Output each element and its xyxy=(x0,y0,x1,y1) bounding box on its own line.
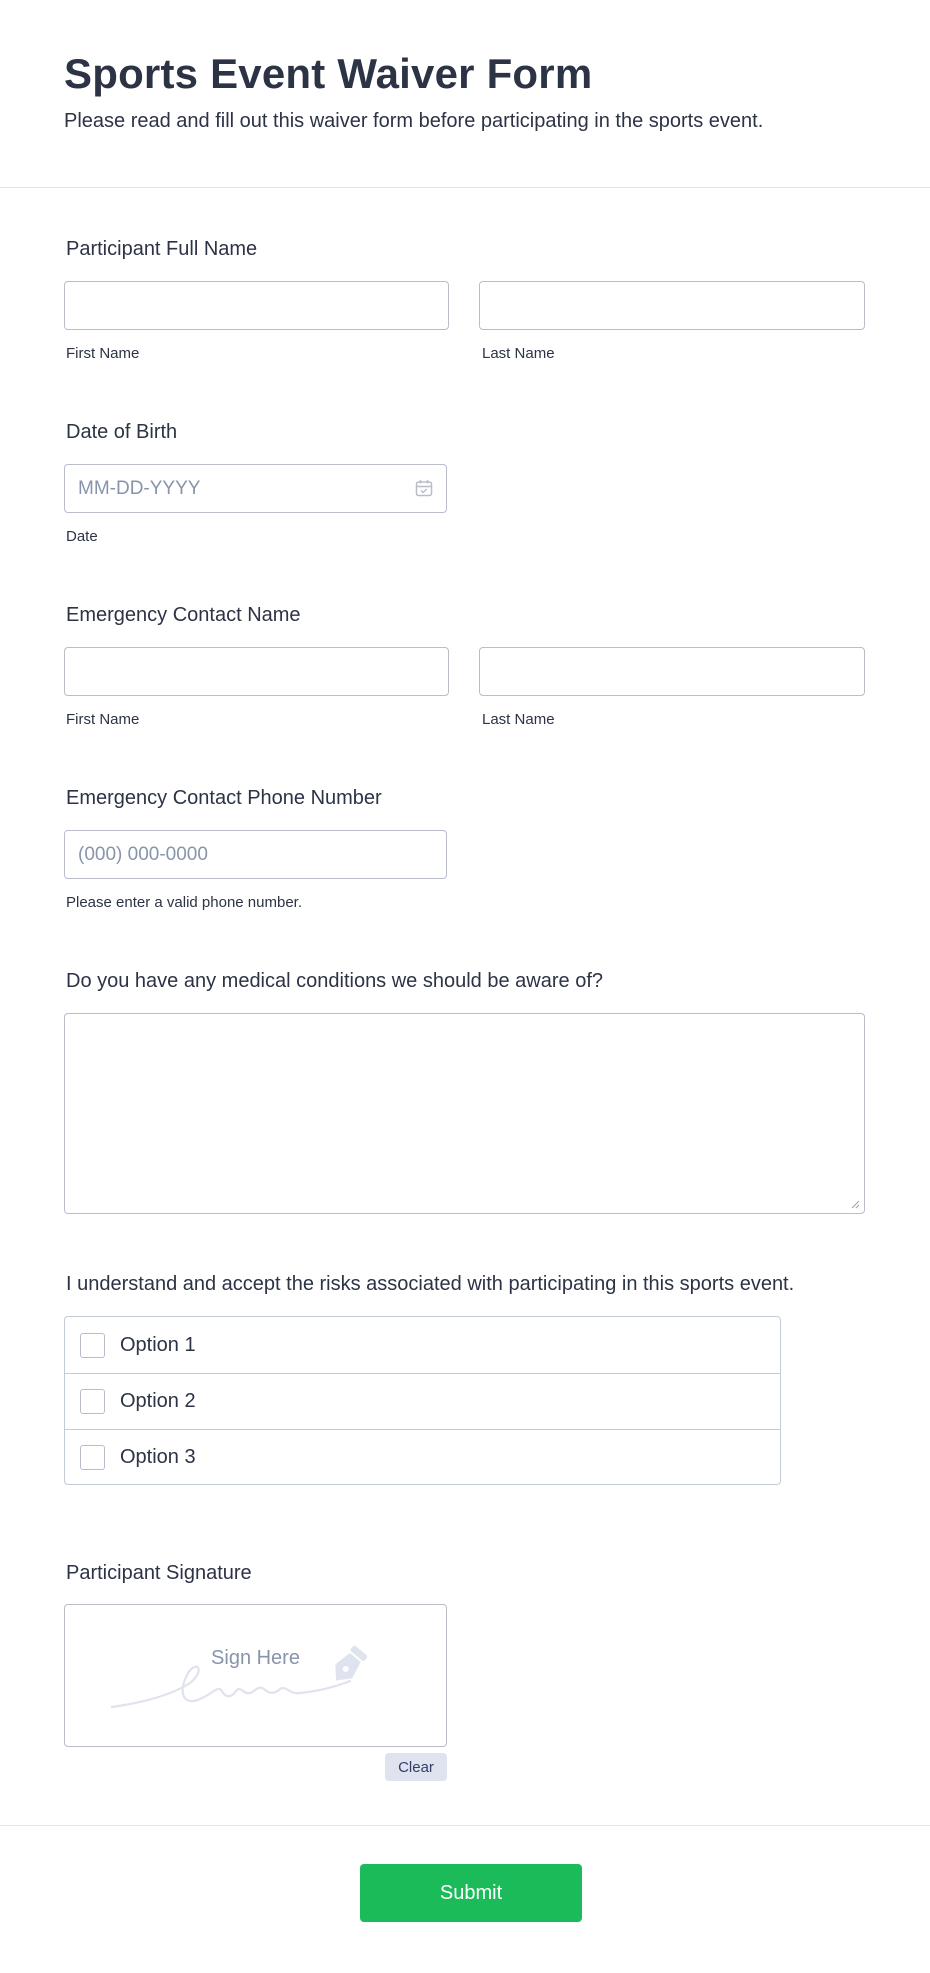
emergency-first-name-sublabel: First Name xyxy=(66,711,140,728)
option-2-checkbox[interactable] xyxy=(80,1389,105,1414)
emergency-phone-input[interactable] xyxy=(64,830,447,879)
medical-conditions-label: Do you have any medical conditions we should be aware of? xyxy=(66,970,603,992)
date-of-birth-input[interactable] xyxy=(64,464,447,513)
submit-button[interactable]: Submit xyxy=(360,1864,582,1922)
risks-acceptance-label: I understand and accept the risks associated with participating in this sports event. xyxy=(66,1273,795,1295)
medical-conditions-textarea[interactable] xyxy=(64,1013,865,1214)
emergency-last-name-input[interactable] xyxy=(479,647,865,696)
form-header xyxy=(0,0,930,188)
option-row-3[interactable] xyxy=(65,1429,780,1485)
resize-grip-icon[interactable] xyxy=(850,1199,860,1209)
phone-hint-sublabel: Please enter a valid phone number. xyxy=(66,894,302,911)
option-1-label: Option 1 xyxy=(120,1333,196,1356)
participant-last-name-input[interactable] xyxy=(479,281,865,330)
form-subtitle: Please read and fill out this waiver form before participating in the sports event. xyxy=(64,110,764,132)
emergency-phone-label: Emergency Contact Phone Number xyxy=(66,787,382,809)
risks-options-list xyxy=(64,1316,781,1485)
option-row-2[interactable] xyxy=(65,1373,780,1429)
emergency-first-name-input[interactable] xyxy=(64,647,449,696)
date-sublabel: Date xyxy=(66,528,98,545)
participant-name-label: Participant Full Name xyxy=(66,238,258,260)
participant-first-name-input[interactable] xyxy=(64,281,449,330)
form-title: Sports Event Waiver Form xyxy=(64,50,593,97)
clear-signature-button[interactable]: Clear xyxy=(385,1753,447,1781)
option-3-checkbox[interactable] xyxy=(80,1445,105,1470)
footer-divider xyxy=(0,1825,930,1826)
participant-first-name-sublabel: First Name xyxy=(66,345,140,362)
emergency-contact-name-label: Emergency Contact Name xyxy=(66,604,301,626)
signature-pad[interactable] xyxy=(64,1604,447,1747)
option-3-label: Option 3 xyxy=(120,1446,196,1468)
option-2-label: Option 2 xyxy=(120,1390,196,1412)
option-row-1[interactable] xyxy=(65,1317,780,1373)
participant-signature-label: Participant Signature xyxy=(66,1562,252,1584)
participant-last-name-sublabel: Last Name xyxy=(482,345,555,362)
calendar-icon[interactable] xyxy=(415,479,433,497)
option-1-checkbox[interactable] xyxy=(80,1333,105,1358)
emergency-last-name-sublabel: Last Name xyxy=(482,711,555,728)
sign-here-text: Sign Here xyxy=(211,1647,300,1669)
date-of-birth-label: Date of Birth xyxy=(66,421,178,443)
